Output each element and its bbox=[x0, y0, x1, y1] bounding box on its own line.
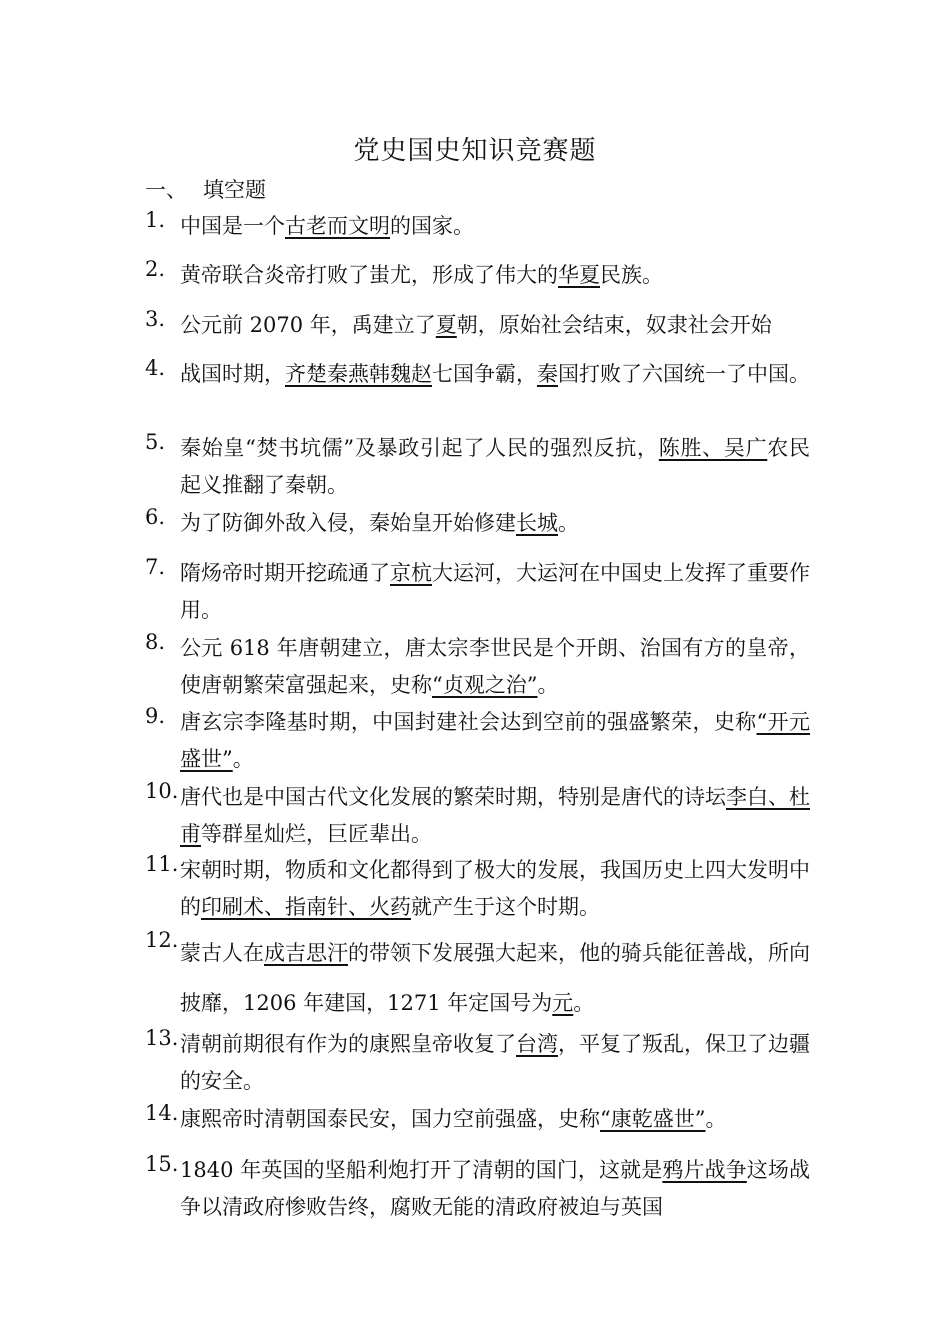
question-item bbox=[145, 505, 810, 542]
question-segment: 等群星灿烂，巨匠辈出。 bbox=[201, 822, 432, 846]
question-item bbox=[145, 852, 810, 926]
answer-blank: 夏 bbox=[435, 313, 457, 337]
answer-blank: 华夏 bbox=[558, 263, 600, 287]
question-text bbox=[180, 928, 810, 1028]
question-text bbox=[180, 704, 810, 778]
question-segment: 国打败了六国统一了中国。 bbox=[558, 362, 810, 386]
question-segment: 宋朝时期，物质和文化都得到了极大的发展，我国历史上四大发明中的 bbox=[180, 858, 810, 919]
question-item bbox=[145, 779, 810, 853]
question-item bbox=[145, 1152, 810, 1226]
question-number: 3. bbox=[145, 307, 166, 331]
question-number: 1. bbox=[145, 208, 166, 232]
question-text bbox=[180, 852, 810, 926]
question-item bbox=[145, 630, 810, 704]
question-segment: 民族。 bbox=[600, 263, 663, 287]
question-segment: 唐玄宗李隆基时期，中国封建社会达到空前的强盛繁荣，史称 bbox=[180, 710, 757, 734]
question-item bbox=[145, 704, 810, 778]
answer-blank: 长城 bbox=[516, 511, 558, 535]
question-segment: 公元前 2070 年，禹建立了 bbox=[180, 313, 436, 337]
answer-blank: 印刷术、指南针、火药 bbox=[201, 895, 411, 919]
question-number: 14. bbox=[145, 1101, 179, 1125]
question-number: 2. bbox=[145, 257, 166, 281]
question-segment: 这场战争以清政府惨败告终，腐败无能的清政府被迫与英国 bbox=[180, 1158, 811, 1219]
question-text bbox=[180, 505, 810, 542]
answer-blank: “贞观之治” bbox=[432, 673, 538, 697]
answer-blank: 陈胜、吴广 bbox=[658, 436, 768, 460]
question-segment: 康熙帝时清朝国泰民安，国力空前强盛，史称 bbox=[180, 1107, 600, 1131]
question-text bbox=[180, 555, 810, 629]
question-number: 4. bbox=[145, 356, 166, 380]
question-segment: 。 bbox=[705, 1107, 727, 1131]
question-segment: 的带领下发展强大起来，他的骑兵能征善战，所向披靡，1206 年建国，1271 年定国号为 bbox=[180, 941, 810, 1015]
question-text bbox=[180, 1101, 810, 1138]
question-segment: 。 bbox=[573, 991, 595, 1015]
question-item bbox=[145, 257, 810, 294]
question-number: 8. bbox=[145, 630, 166, 654]
question-text bbox=[180, 779, 810, 853]
answer-blank: 成吉思汗 bbox=[264, 941, 348, 965]
question-segment: 唐代也是中国古代文化发展的繁荣时期，特别是唐代的诗坛 bbox=[180, 785, 726, 809]
question-segment: 公元 618 年唐朝建立，唐太宗李世民是个开朗、治国有方的皇帝，使唐朝繁荣富强起来，史称 bbox=[180, 636, 810, 697]
answer-blank: “开元盛世” bbox=[180, 710, 810, 771]
question-item bbox=[145, 555, 810, 629]
question-item bbox=[145, 356, 810, 393]
question-segment: 。 bbox=[558, 511, 579, 535]
question-segment: 蒙古人在 bbox=[180, 941, 264, 965]
question-segment: 战国时期， bbox=[180, 362, 285, 386]
answer-blank: 京杭 bbox=[390, 561, 432, 585]
question-segment: 的国家。 bbox=[390, 214, 474, 238]
question-segment: 。 bbox=[537, 673, 559, 697]
question-item bbox=[145, 307, 810, 344]
question-item bbox=[145, 928, 810, 1028]
section-label: 填空题 bbox=[203, 178, 266, 202]
answer-blank: 台湾 bbox=[516, 1032, 558, 1056]
question-item bbox=[145, 1101, 810, 1138]
answer-blank: “康乾盛世” bbox=[600, 1107, 706, 1131]
question-text bbox=[180, 430, 810, 504]
question-number: 13. bbox=[145, 1026, 179, 1050]
section-heading bbox=[145, 174, 266, 204]
question-segment: 秦始皇“焚书坑儒”及暴政引起了人民的强烈反抗， bbox=[180, 436, 659, 460]
question-segment: 黄帝联合炎帝打败了蚩尤，形成了伟大的 bbox=[180, 263, 558, 287]
question-number: 7. bbox=[145, 555, 166, 579]
question-number: 10. bbox=[145, 779, 179, 803]
question-segment: ，平复了叛乱，保卫了边疆的安全。 bbox=[180, 1032, 810, 1093]
question-text bbox=[180, 257, 810, 294]
question-text bbox=[180, 208, 810, 245]
question-segment: 朝，原始社会结束，奴隶社会开始 bbox=[456, 313, 772, 337]
question-segment: 。 bbox=[232, 747, 254, 771]
question-segment: 1840 年英国的坚船利炮打开了清朝的国门，这就是 bbox=[180, 1158, 663, 1182]
answer-blank: 秦 bbox=[537, 362, 558, 386]
page-title: 党史国史知识竞赛题 bbox=[353, 136, 597, 166]
question-segment: 七国争霸， bbox=[432, 362, 537, 386]
answer-blank: 李白、杜甫 bbox=[180, 785, 810, 846]
question-segment: 隋炀帝时期开挖疏通了 bbox=[180, 561, 390, 585]
answer-blank: 齐楚秦燕韩魏赵 bbox=[285, 362, 432, 386]
answer-blank: 元 bbox=[552, 991, 574, 1015]
question-segment: 大运河，大运河在中国史上发挥了重要作用。 bbox=[180, 561, 810, 622]
question-text bbox=[180, 630, 810, 704]
question-segment: 清朝前期很有作为的康熙皇帝收复了 bbox=[180, 1032, 516, 1056]
question-text bbox=[180, 307, 810, 344]
question-segment: 中国是一个 bbox=[180, 214, 285, 238]
question-number: 6. bbox=[145, 505, 166, 529]
question-segment: 就产生于这个时期。 bbox=[411, 895, 600, 919]
question-text bbox=[180, 1152, 810, 1226]
answer-blank: 鸦片战争 bbox=[662, 1158, 747, 1182]
question-item bbox=[145, 430, 810, 504]
question-item bbox=[145, 208, 810, 245]
question-text bbox=[180, 1026, 810, 1100]
question-item bbox=[145, 1026, 810, 1100]
question-number: 12. bbox=[145, 928, 179, 952]
question-number: 9. bbox=[145, 704, 166, 728]
question-number: 5. bbox=[145, 430, 166, 454]
answer-blank: 古老而文明 bbox=[285, 214, 390, 238]
question-number: 15. bbox=[145, 1152, 179, 1176]
question-number: 11. bbox=[145, 852, 179, 876]
question-segment: 为了防御外敌入侵，秦始皇开始修建 bbox=[180, 511, 516, 535]
question-segment: 农民起义推翻了秦朝。 bbox=[180, 436, 811, 497]
question-text bbox=[180, 356, 810, 393]
section-number: 一、 bbox=[145, 178, 187, 202]
